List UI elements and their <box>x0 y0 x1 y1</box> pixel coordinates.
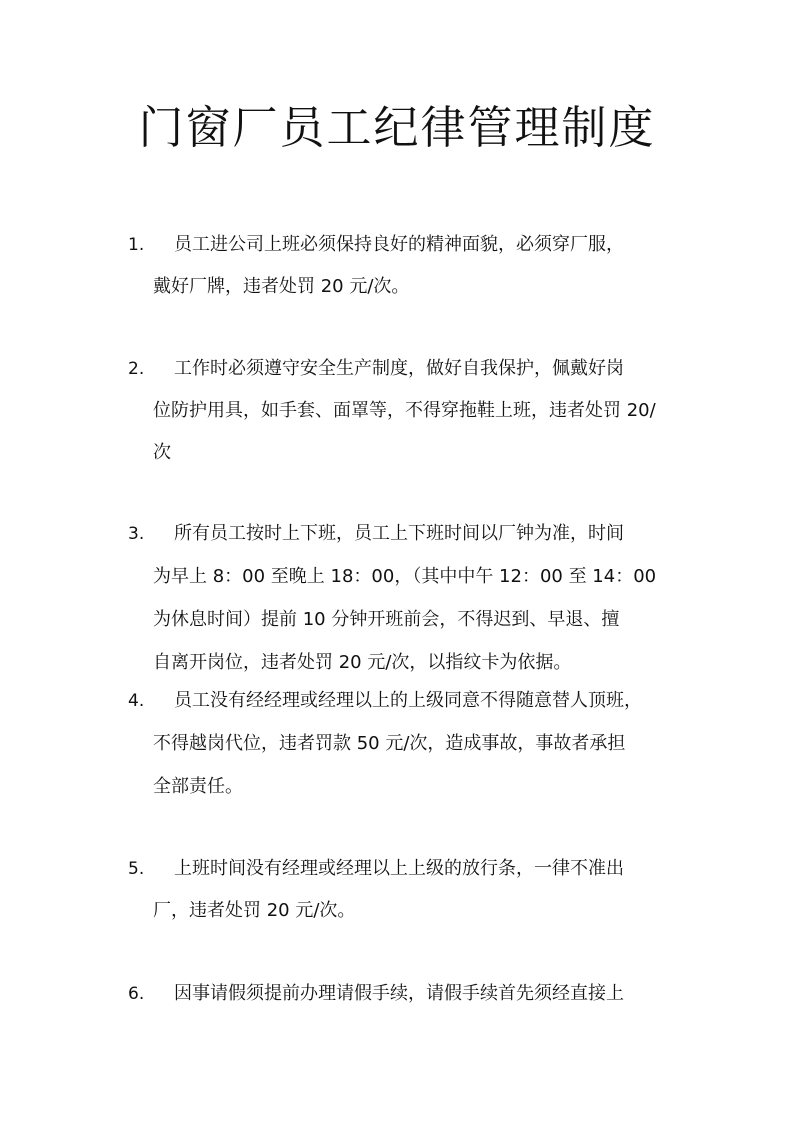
rule-line: 位防护用具，如手套、面罩等，不得穿拖鞋上班，违者处罚 20/ <box>153 400 656 421</box>
rule-number: 5. <box>128 859 145 879</box>
rule-line: 为休息时间）提前 10 分钟开班前会，不得迟到、早退、擅 <box>153 609 620 630</box>
rule-line: 员工没有经经理或经理以上的上级同意不得随意替人顶班， <box>174 690 642 711</box>
rule-line: 所有员工按时上下班，员工上下班时间以厂钟为准，时间 <box>174 523 624 544</box>
rule-number: 3. <box>128 524 145 544</box>
rule-line: 次 <box>153 442 171 463</box>
rule-line: 厂，违者处罚 20 元/次。 <box>153 900 356 921</box>
rule-line: 全部责任。 <box>153 776 243 797</box>
rule-number: 2. <box>128 359 145 379</box>
rule-line: 员工进公司上班必须保持良好的精神面貌，必须穿厂服， <box>174 234 624 255</box>
rule-number: 4. <box>128 691 145 711</box>
rule-line: 戴好厂牌，违者处罚 20 元/次。 <box>153 276 410 297</box>
rule-line: 自离开岗位，违者处罚 20 元/次，以指纹卡为依据。 <box>153 652 572 673</box>
rule-line: 不得越岗代位，违者罚款 50 元/次，造成事故，事故者承担 <box>153 733 626 754</box>
document-title: 门窗厂员工纪律管理制度 <box>138 101 656 154</box>
rule-line: 为早上 8：00 至晚上 18：00，（其中中午 12：00 至 14：00 <box>153 566 657 587</box>
rule-line: 因事请假须提前办理请假手续，请假手续首先须经直接上 <box>174 983 624 1004</box>
rule-line: 工作时必须遵守安全生产制度，做好自我保护，佩戴好岗 <box>174 358 624 379</box>
rule-line: 上班时间没有经理或经理以上上级的放行条，一律不准出 <box>174 858 624 879</box>
rule-number: 1. <box>128 235 145 255</box>
rule-number: 6. <box>128 984 145 1004</box>
